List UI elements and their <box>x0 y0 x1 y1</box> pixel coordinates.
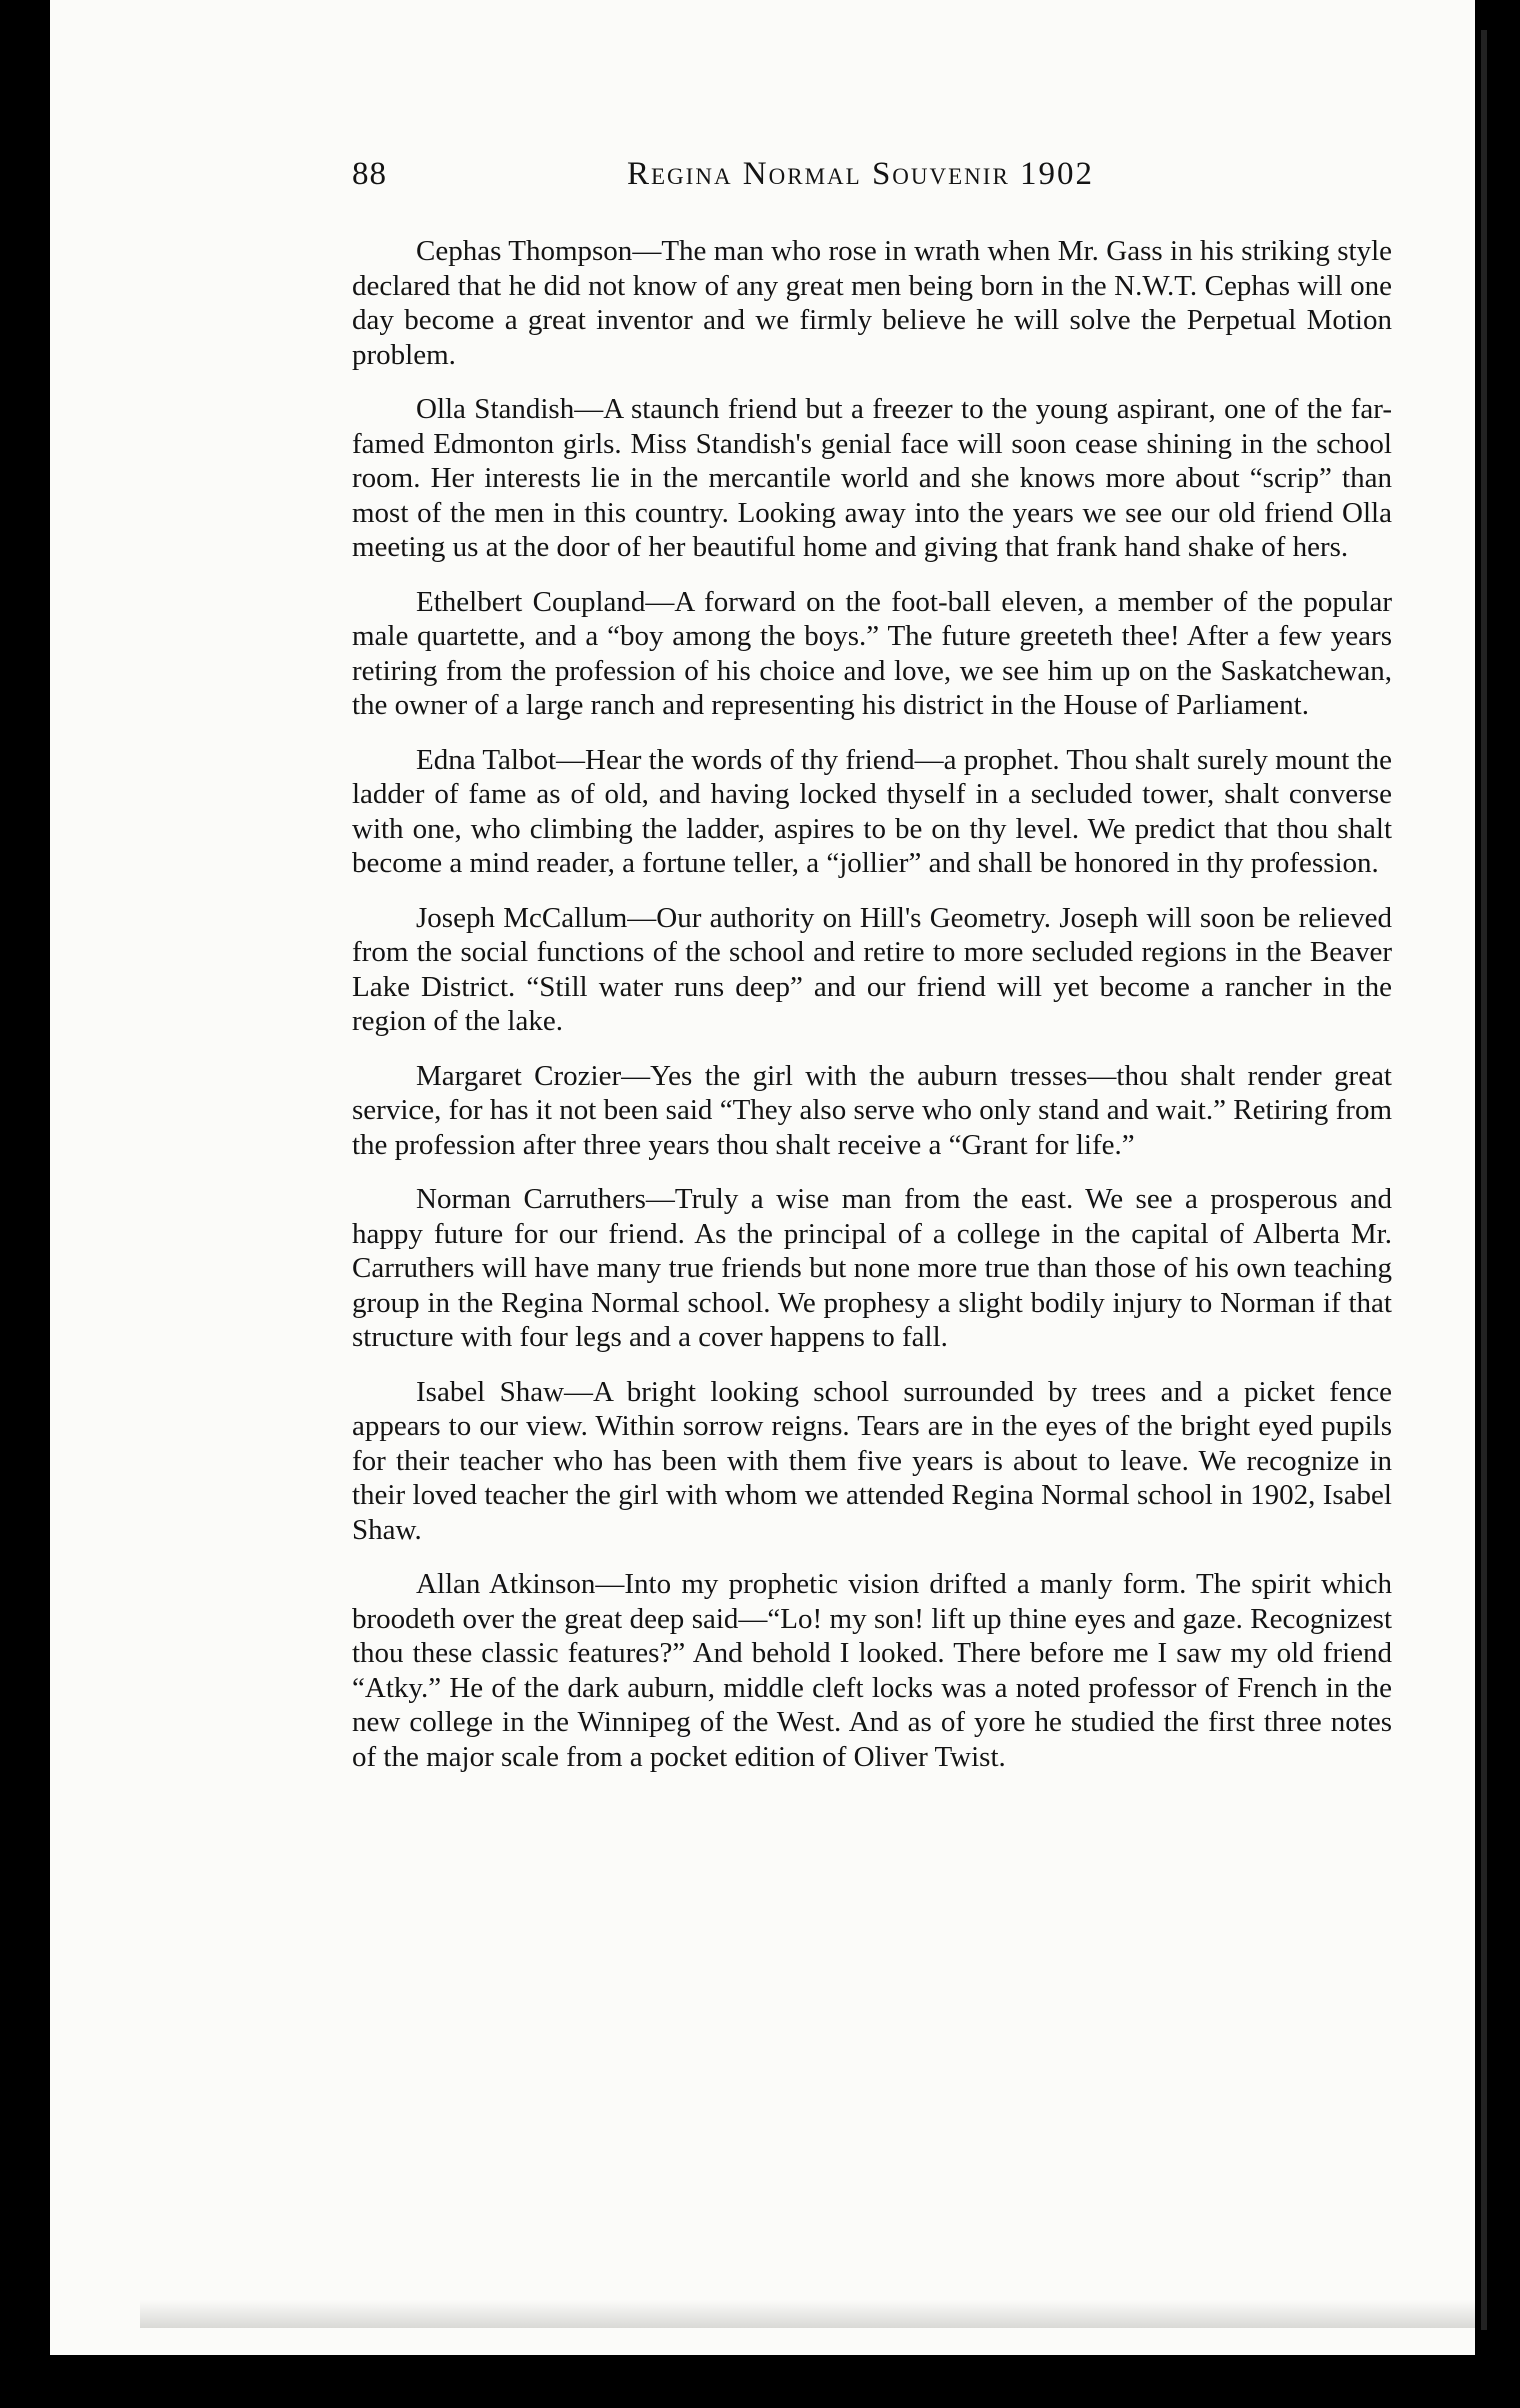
entry-isabel-shaw <box>352 1375 1392 1548</box>
entry-name: Allan Atkinson <box>416 1568 596 1600</box>
entry-text: —A forward on the foot-ball eleven, a member of the popular male quartette, and a “boy among the boys.” The future greeteth thee! After a few years retiring from the profession of his choice and love, we see him up on the Saskatchewan, the owner of a large ranch and representing his district in the House of Parliament. <box>352 585 1392 721</box>
entry-text: —A bright looking school surrounded by trees and a picket fence appears to our view. Within sorrow reigns. Tears are in the eyes of the bright eyed pupils for their teacher who has been with them five years is about to leave. We recognize in their loved teacher the girl with whom we attended Regina Normal school in 1902, Isabel Shaw. <box>352 1375 1392 1546</box>
entry-text: —The man who rose in wrath when Mr. Gass in his striking style declared that he did not know of any great men being born in the N.W.T. Cephas will one day become a great inventor and we firmly believe he will solve the Perpetual Motion problem. <box>352 235 1393 371</box>
entry-text: —Truly a wise man from the east. We see a prosperous and happy future for our friend. As the principal of a college in the capital of Alberta Mr. Carruthers will have many true friends but none more true than those of his own teaching group in the Regina Normal school. We prophesy a slight bodily injury to Norman if that structure with four legs and a cover happens to fall. <box>352 1183 1392 1353</box>
entry-margaret-crozier <box>352 1059 1392 1163</box>
entry-norman-carruthers <box>352 1182 1392 1355</box>
entry-joseph-mccallum <box>352 901 1392 1039</box>
entries-list <box>352 234 1392 1774</box>
entry-name: Margaret Crozier <box>416 1059 622 1092</box>
page-content <box>352 150 1392 1794</box>
entry-edna-talbot <box>352 743 1392 881</box>
entry-olla-standish <box>352 392 1392 565</box>
entry-name: Cephas Thompson <box>416 235 633 267</box>
entry-name: Edna Talbot <box>416 743 557 776</box>
binding-edge <box>1481 30 1487 2330</box>
entry-text: —Our authority on Hill's Geometry. Joseph will soon be relieved from the social functions of the school and retire to more secluded regions in the Beaver Lake District. “Still water runs deep” and our friend will yet become a rancher in the region of the lake. <box>352 901 1392 1037</box>
entry-name: Isabel Shaw <box>416 1375 565 1408</box>
entry-text: —Yes the girl with the auburn tresses—thou shalt render great service, for has it not been said “They also serve who only stand and wait.” Retiring from the profession after three years thou shalt receive a “Grant for life.” <box>352 1059 1392 1161</box>
entry-text: —A staunch friend but a freezer to the young aspirant, one of the far-famed Edmonton girls. Miss Standish's genial face will soon cease shining in the school room. Her interests lie in the mercantile world and she knows more about “scrip” than most of the men in this country. Looking away into the years we see our old friend Olla meeting us at the door of her beautiful home and giving that frank hand shake of hers. <box>352 393 1392 563</box>
entry-name: Olla Standish <box>416 393 575 425</box>
entry-allan-atkinson <box>352 1567 1392 1774</box>
entry-name: Norman Carruthers <box>416 1183 646 1215</box>
entry-name: Ethelbert Coupland <box>416 585 646 618</box>
entry-name: Joseph McCallum <box>416 901 628 934</box>
running-head: Regina Normal Souvenir 1902 <box>627 156 1095 192</box>
page-number: 88 <box>352 156 387 192</box>
entry-text: —Into my prophetic vision drifted a manly form. The spirit which broodeth over the great deep said—“Lo! my son! lift up thine eyes and gaze. Recognizest thou these classic features?” And behold I looked. There before me I saw my old friend “Atky.” He of the dark auburn, middle cleft locks was a noted professor of French in the new college in the Winnipeg of the West. And as of yore he studied the first three notes of the major scale from a pocket edition of Oliver Twist. <box>352 1568 1393 1773</box>
entry-ethelbert-coupland <box>352 585 1392 723</box>
entry-text: —Hear the words of thy friend—a prophet. Thou shalt surely mount the ladder of fame as of old, and having locked thyself in a secluded tower, shalt converse with one, who climbing the ladder, aspires to be on thy level. We predict that thou shalt become a mind reader, a fortune teller, a “jollier” and shall be honored in thy profession. <box>352 743 1392 879</box>
page-bottom-edge <box>140 2300 1475 2328</box>
entry-cephas-thompson <box>352 234 1392 372</box>
page-header <box>352 150 1392 210</box>
